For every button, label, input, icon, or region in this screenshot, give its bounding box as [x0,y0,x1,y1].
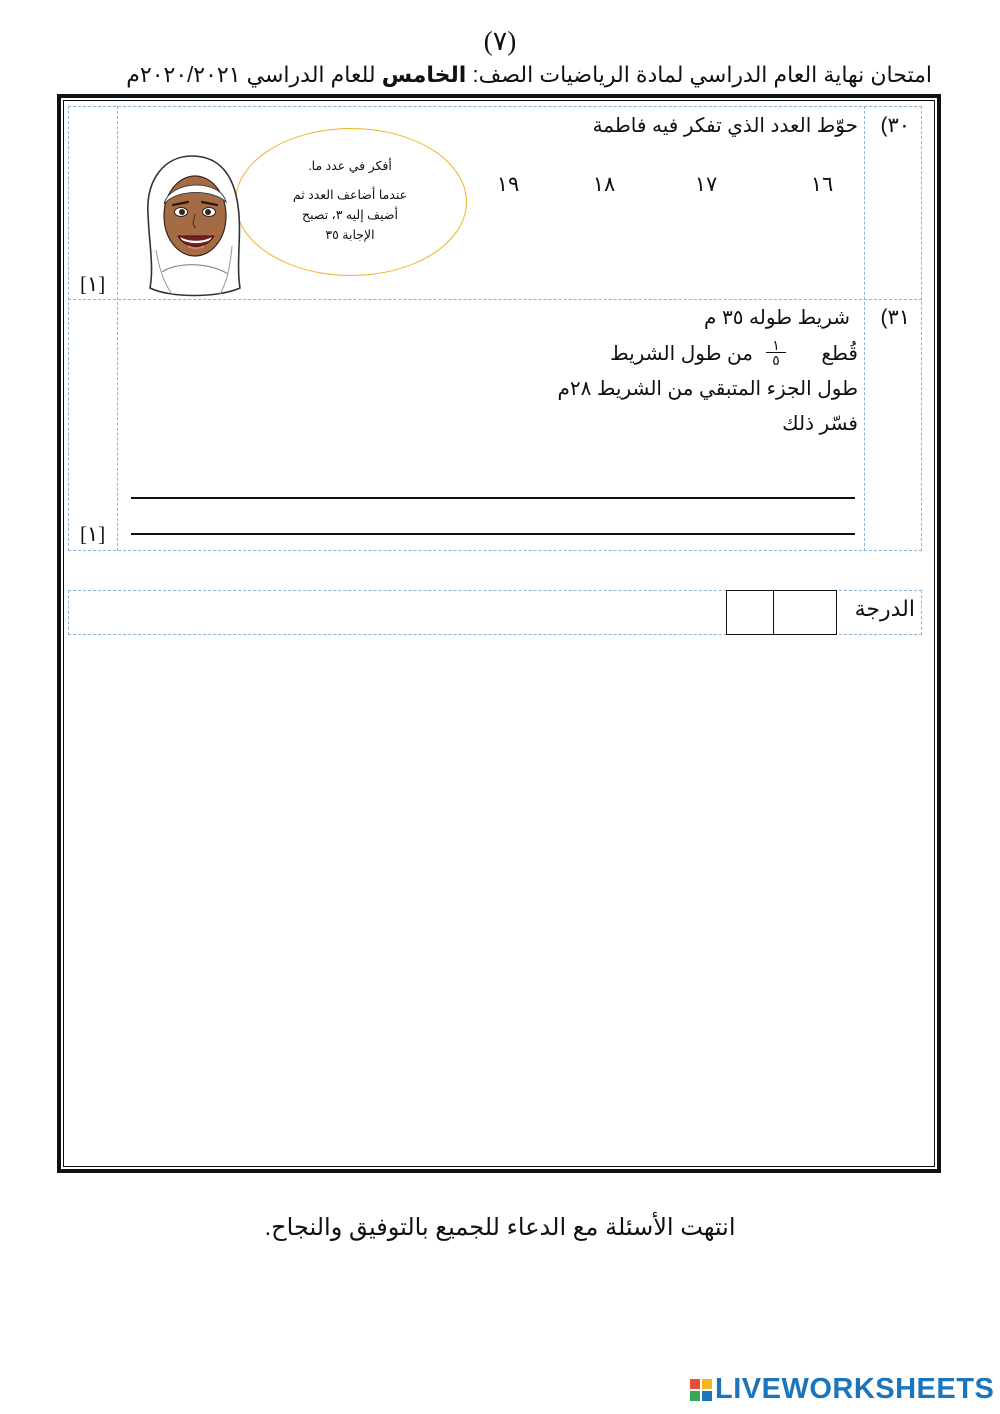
answer-line-2[interactable] [131,533,855,535]
liveworksheets-brand[interactable] [690,1373,994,1406]
question-31-line-1: شريط طوله ٣٥ م [704,307,850,329]
question-31-mark: [١] [80,522,106,546]
brand-text: LIVEWORKSHEETS [715,1373,995,1405]
girl-in-hijab-icon [140,150,250,300]
grade-box-left[interactable] [726,590,774,635]
header-prefix: امتحان نهاية العام الدراسي لمادة الرياضيات الصف: [472,62,932,87]
question-30-mark: [١] [80,272,106,296]
grade-box-right[interactable] [773,590,837,635]
exam-header [60,62,932,88]
liveworksheets-logo-icon [690,1379,712,1401]
question-31-line-2-start: قُطع [821,343,858,365]
fraction-numerator: ١ [766,338,786,353]
bubble-line-2: عندما أضاعف العدد ثم [292,188,408,202]
question-30-prompt: حوّط العدد الذي تفكر فيه فاطمة [592,115,858,137]
answer-line-1[interactable] [131,497,855,499]
option-18[interactable]: ١٨ [592,173,616,196]
table-divider-number-column [864,106,865,551]
grade-label: الدرجة [854,596,915,621]
header-suffix: للعام الدراسي ٢٠٢٠/٢٠٢١م [126,62,376,87]
closing-message: انتهت الأسئلة مع الدعاء للجميع بالتوفيق والنجاح. [264,1214,736,1241]
fraction-one-fifth [766,338,786,367]
speech-bubble [235,128,467,276]
bubble-line-1: أفكر في عدد ما. [308,159,392,173]
bubble-line-3: أضيف إليه ٣، تصبح [302,208,398,222]
option-16[interactable]: ١٦ [810,173,834,196]
option-17[interactable]: ١٧ [694,173,718,196]
option-19[interactable]: ١٩ [496,173,520,196]
question-31-number: ٣١) [880,306,910,329]
question-31-line-2-end: من طول الشريط [610,343,753,365]
page-number: (٧) [483,26,517,56]
header-grade: الخامس [381,62,467,87]
question-31-line-4: فسّر ذلك [782,413,858,435]
bubble-line-4: الإجابة ٣٥ [325,228,375,242]
question-30-number: ٣٠) [880,114,910,137]
question-31-line-3: طول الجزء المتبقي من الشريط ٢٨م [557,378,858,400]
table-divider-mark-column [117,106,118,551]
fraction-denominator: ٥ [772,352,780,368]
